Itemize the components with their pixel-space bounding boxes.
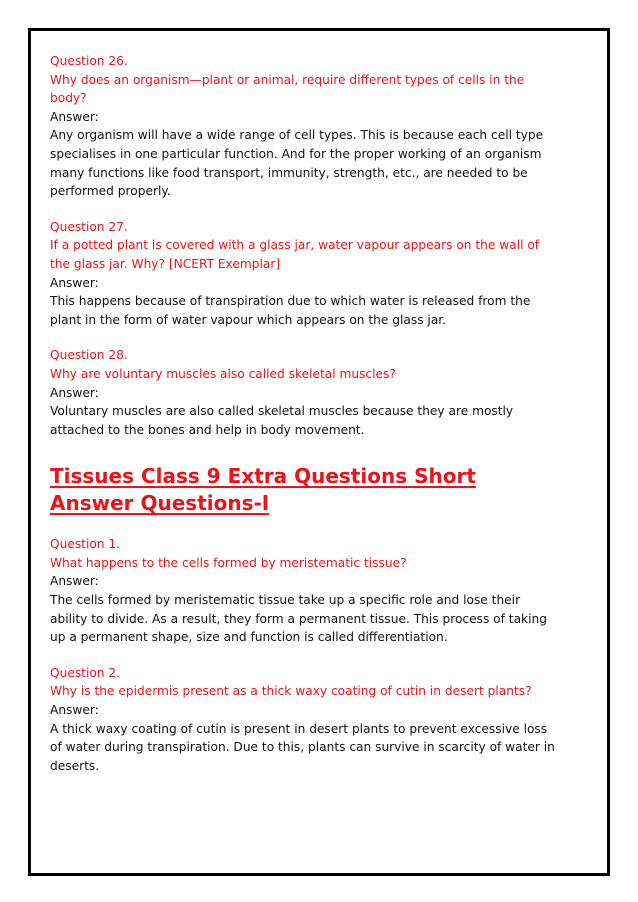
answer-text: The cells formed by meristematic tissue take up a specific role and lose their ability to divide. As a result, they form a permanent tissue. This process of taking up a permanent shape, size and function is called differentiation.: [50, 593, 547, 645]
question-block-1: [50, 535, 558, 647]
question-number: Question 28.: [50, 348, 128, 363]
answer-label: Answer:: [50, 275, 99, 290]
answer-text: Voluntary muscles are also called skeletal muscles because they are mostly attached to the bones and help in body movement.: [50, 404, 514, 437]
document-content: [50, 52, 558, 792]
answer-label: Answer:: [50, 703, 99, 718]
question-block-27: [50, 218, 558, 330]
question-number: Question 27.: [50, 219, 128, 234]
question-block-26: [50, 52, 558, 201]
question-block-2: [50, 664, 558, 776]
question-text: If a potted plant is covered with a glass jar, water vapour appears on the wall of the glass jar. Why? [NCERT Exemplar]: [50, 238, 540, 271]
question-number: Question 26.: [50, 54, 128, 68]
question-text: Why are voluntary muscles also called skeletal muscles?: [50, 366, 396, 381]
question-text: What happens to the cells formed by meristematic tissue?: [50, 555, 407, 570]
question-number: Question 2.: [50, 665, 121, 680]
question-number: Question 1.: [50, 537, 121, 552]
answer-label: Answer:: [50, 385, 99, 400]
section-heading: Tissues Class 9 Extra Questions Short Answer Questions-I: [50, 464, 476, 516]
answer-text: This happens because of transpiration due to which water is released from the plant in the form of water vapour which appears on the glass jar.: [50, 294, 531, 327]
answer-text: A thick waxy coating of cutin is present in desert plants to prevent excessive loss of water during transpiration. Due to this, plants can survive in scarcity of water in deserts.: [50, 721, 555, 773]
answer-label: Answer:: [50, 109, 99, 124]
question-block-28: [50, 346, 558, 439]
question-text: Why is the epidermis present as a thick waxy coating of cutin in desert plants?: [50, 684, 532, 699]
answer-label: Answer:: [50, 574, 99, 589]
question-text: Why does an organism—plant or animal, require different types of cells in the body?: [50, 72, 525, 106]
answer-text: Any organism will have a wide range of cell types. This is because each cell type specialises in one particular function. And for the proper working of an organism many functions like food transport, immunity, strength, etc., are needed to be performed properly.: [50, 128, 544, 199]
